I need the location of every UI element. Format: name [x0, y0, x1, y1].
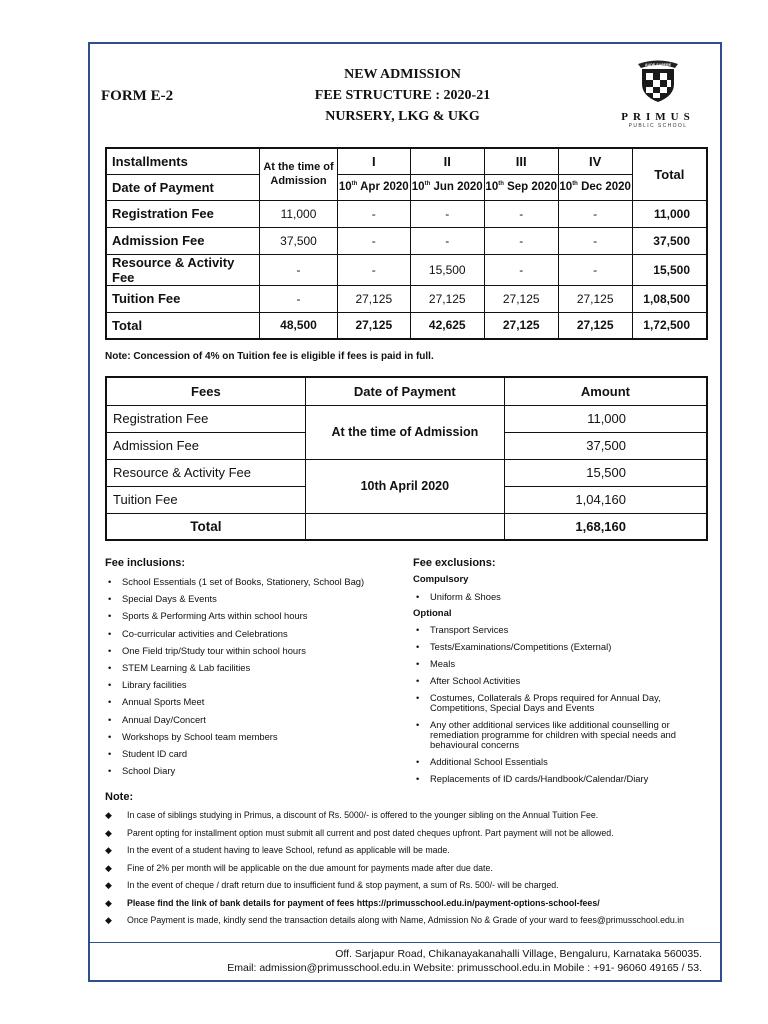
list-item: • Library facilities: [105, 676, 405, 693]
footer-contact: Email: admission@primusschool.edu.in Website: primusschool.edu.in Mobile : +91- 96060 49165 / 53.: [227, 962, 702, 974]
installment-date: 10th Apr 2020: [337, 174, 410, 200]
title-line-2: FEE STRUCTURE : 2020-21: [314, 88, 491, 103]
installment-roman: IV: [558, 148, 632, 174]
total-column-header: Total: [632, 148, 707, 200]
list-item: • Any other additional services like additional counselling or remediation programme for children with special needs and behavioural concerns: [413, 720, 688, 750]
installments-header: Installments: [106, 148, 260, 174]
footer: [227, 947, 702, 975]
date-of-payment-header: Date of Payment: [106, 174, 260, 200]
list-item: ◆ In the event of cheque / draft return due to insufficient fund & stop payment, a sum of Rs. 500/- will be charged.: [105, 879, 684, 897]
admission-column-header: At the time of Admission: [260, 148, 338, 200]
installment-date: 10th Sep 2020: [484, 174, 558, 200]
optional-list: [413, 625, 688, 784]
installment-date: 10th Dec 2020: [558, 174, 632, 200]
list-item: • One Field trip/Study tour within school hours: [105, 642, 405, 659]
list-item: • Uniform & Shoes: [413, 591, 703, 603]
table-row: Registration Fee At the time of Admission 11,000: [106, 405, 707, 432]
list-item: • Additional School Essentials: [413, 757, 688, 767]
table-header-row: [106, 377, 707, 405]
table-header-row: [106, 148, 707, 174]
list-item: • Replacements of ID cards/Handbook/Calendar/Diary: [413, 774, 688, 784]
list-item: ◆ Fine of 2% per month will be applicable on the due amount for payments made after due date.: [105, 862, 684, 880]
list-item: • After School Activities: [413, 676, 688, 686]
title-line-3: NURSERY, LKG & UKG: [325, 109, 480, 124]
list-item: • Annual Sports Meet: [105, 693, 405, 710]
installment-date: 10th Jun 2020: [410, 174, 484, 200]
payment-date-group: At the time of Admission: [305, 405, 504, 459]
footer-address: Off. Sarjapur Road, Chikanayakanahalli Village, Bengaluru, Karnataka 560035.: [335, 948, 702, 960]
amount-header: Amount: [504, 377, 707, 405]
list-item: • Sports & Performing Arts within school hours: [105, 607, 405, 624]
table-total-row: Total 1,68,160: [106, 513, 707, 540]
list-item: • School Essentials (1 set of Books, Stationery, School Bag): [105, 573, 405, 590]
compulsory-list: [413, 591, 703, 603]
list-item: • Tests/Examinations/Competitions (External): [413, 642, 688, 652]
full-payment-table: [105, 376, 708, 541]
title-line-1: NEW ADMISSION: [344, 67, 461, 82]
svg-text:AUDE SAPERE: AUDE SAPERE: [645, 63, 671, 68]
list-item: • School Diary: [105, 762, 405, 779]
list-item: • Workshops by School team members: [105, 728, 405, 745]
notes-list: [105, 809, 684, 932]
table-row: Tuition Fee 1,04,160: [106, 486, 707, 513]
list-item: ◆ Once Payment is made, kindly send the transaction details along with Name, Admission No & Grade of your ward to fees@primusschool.edu.in: [105, 914, 684, 932]
inclusions-list: [105, 573, 405, 779]
list-item: ◆ Please find the link of bank details for payment of fees https://primusschool.edu.in/payment-options-school-fees/: [105, 897, 684, 915]
list-item: • Student ID card: [105, 745, 405, 762]
list-item: • STEM Learning & Lab facilities: [105, 659, 405, 676]
installment-roman: II: [410, 148, 484, 174]
installment-fee-table: [105, 147, 708, 340]
shield-crest-icon: [628, 58, 688, 104]
table-row: Resource & Activity Fee 10th April 2020 15,500: [106, 459, 707, 486]
list-item: • Costumes, Collaterals & Props required for Annual Day, Competitions, Special Days and Events: [413, 693, 688, 713]
list-item: ◆ Parent opting for installment option must submit all current and post dated cheques upfront. Part payment will not be allowed.: [105, 827, 684, 845]
inclusions-heading: Fee inclusions:: [105, 557, 186, 569]
table-row: Registration Fee 11,000 - - - - 11,000: [106, 200, 707, 227]
table-row: Admission Fee 37,500: [106, 432, 707, 459]
list-item: • Transport Services: [413, 625, 688, 635]
optional-label: Optional: [413, 608, 452, 619]
fees-header: Fees: [106, 377, 305, 405]
school-logo: [612, 58, 704, 130]
logo-subtitle: PUBLIC SCHOOL: [628, 123, 688, 129]
footer-divider: [88, 942, 722, 943]
list-item: • Annual Day/Concert: [105, 711, 405, 728]
list-item: ◆ In the event of a student having to leave School, refund as applicable will be made.: [105, 844, 684, 862]
payment-date-group: 10th April 2020: [305, 459, 504, 513]
table-header-row: [106, 174, 707, 200]
installment-roman: I: [337, 148, 410, 174]
list-item: ◆ In case of siblings studying in Primus, a discount of Rs. 5000/- is offered to the younger sibling on the Annual Tuition Fee.: [105, 809, 684, 827]
document-title: [250, 64, 555, 127]
form-code: FORM E-2: [101, 88, 174, 104]
table-total-row: Total 48,500 27,125 42,625 27,125 27,125 1,72,500: [106, 312, 707, 339]
table-row: Resource & Activity Fee - - 15,500 - - 15,500: [106, 254, 707, 285]
compulsory-label: Compulsory: [413, 574, 469, 585]
concession-note: Note: Concession of 4% on Tuition fee is eligible if fees is paid in full.: [105, 351, 434, 362]
table-row: Admission Fee 37,500 - - - - 37,500: [106, 227, 707, 254]
logo-name: PRIMUS: [621, 111, 695, 123]
notes-heading: Note:: [105, 791, 134, 803]
table-row: Tuition Fee - 27,125 27,125 27,125 27,125 1,08,500: [106, 285, 707, 312]
list-item: • Co-curricular activities and Celebrations: [105, 625, 405, 642]
list-item: • Special Days & Events: [105, 590, 405, 607]
exclusions-heading: Fee exclusions:: [413, 557, 496, 569]
list-item: • Meals: [413, 659, 688, 669]
date-header: Date of Payment: [305, 377, 504, 405]
installment-roman: III: [484, 148, 558, 174]
